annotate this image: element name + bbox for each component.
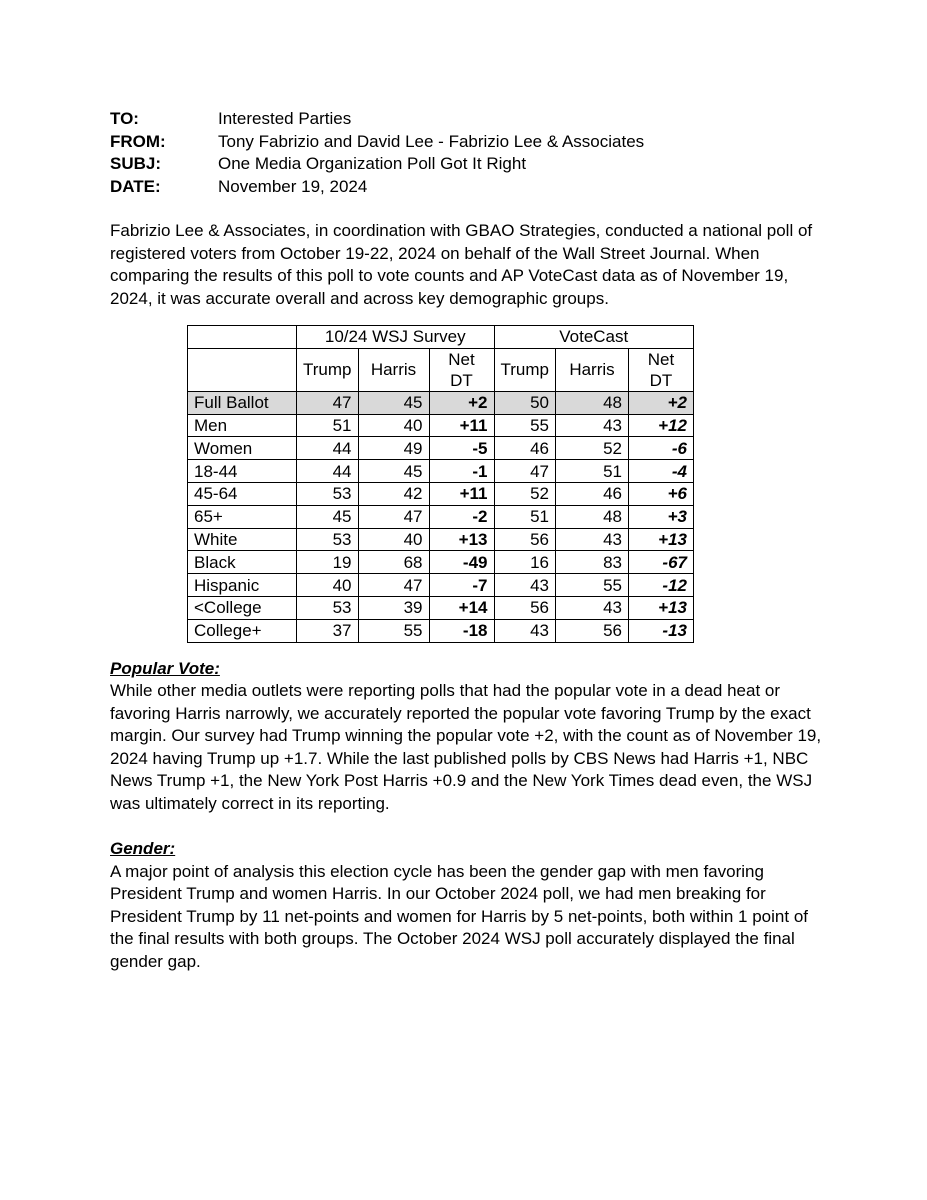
table-row xyxy=(188,482,694,505)
poll-comparison-table xyxy=(187,325,694,643)
row-label: 65+ xyxy=(188,505,297,528)
row-label: Men xyxy=(188,414,297,437)
votecast-net-dt-cell: -6 xyxy=(629,437,694,460)
votecast-net-dt-cell: +6 xyxy=(629,482,694,505)
subj-value: One Media Organization Poll Got It Right xyxy=(218,154,527,173)
votecast-net-dt-cell: -12 xyxy=(629,574,694,597)
col-header-net-dt: Net DT xyxy=(629,348,694,391)
votecast-trump-cell: 16 xyxy=(494,551,556,574)
group-header-wsj: 10/24 WSJ Survey xyxy=(297,326,495,349)
table-row xyxy=(188,528,694,551)
votecast-net-dt-cell: +3 xyxy=(629,505,694,528)
wsj-net-dt-cell: +2 xyxy=(429,391,494,414)
wsj-trump-cell: 44 xyxy=(297,460,359,483)
wsj-net-dt-cell: +14 xyxy=(429,596,494,619)
votecast-harris-cell: 43 xyxy=(556,528,629,551)
wsj-harris-cell: 47 xyxy=(358,574,429,597)
votecast-trump-cell: 50 xyxy=(494,391,556,414)
wsj-harris-cell: 42 xyxy=(358,482,429,505)
wsj-trump-cell: 53 xyxy=(297,596,359,619)
votecast-net-dt-cell: +13 xyxy=(629,596,694,619)
votecast-harris-cell: 51 xyxy=(556,460,629,483)
votecast-net-dt-cell: +2 xyxy=(629,391,694,414)
row-label: Women xyxy=(188,437,297,460)
wsj-trump-cell: 19 xyxy=(297,551,359,574)
votecast-harris-cell: 48 xyxy=(556,391,629,414)
row-label: White xyxy=(188,528,297,551)
wsj-net-dt-cell: +13 xyxy=(429,528,494,551)
table-row xyxy=(188,505,694,528)
col-header-harris: Harris xyxy=(358,348,429,391)
row-label: Full Ballot xyxy=(188,391,297,414)
to-value: Interested Parties xyxy=(218,109,352,128)
table-corner-cell xyxy=(188,326,297,349)
wsj-trump-cell: 53 xyxy=(297,528,359,551)
votecast-trump-cell: 43 xyxy=(494,574,556,597)
row-label: Hispanic xyxy=(188,574,297,597)
wsj-harris-cell: 45 xyxy=(358,460,429,483)
from-label: FROM: xyxy=(110,131,166,151)
row-label: 18-44 xyxy=(188,460,297,483)
wsj-net-dt-cell: -7 xyxy=(429,574,494,597)
wsj-net-dt-cell: -18 xyxy=(429,619,494,642)
gender-paragraph: A major point of analysis this election cycle has been the gender gap with men favoring President Trump and women Harris. In our October 2024 poll, we had men breaking for President Trump by 11 net-points and women for Harris by 5 net-points, both within 1 point of the final results with both groups. The October 2024 WSJ poll accurately displayed the final gender gap. xyxy=(110,861,808,971)
wsj-harris-cell: 55 xyxy=(358,619,429,642)
votecast-trump-cell: 55 xyxy=(494,414,556,437)
wsj-harris-cell: 47 xyxy=(358,505,429,528)
wsj-net-dt-cell: -2 xyxy=(429,505,494,528)
table-row xyxy=(188,460,694,483)
memo-header xyxy=(110,108,830,198)
col-header-net-dt: Net DT xyxy=(429,348,494,391)
wsj-trump-cell: 53 xyxy=(297,482,359,505)
wsj-harris-cell: 49 xyxy=(358,437,429,460)
wsj-harris-cell: 45 xyxy=(358,391,429,414)
gender-heading: Gender: xyxy=(110,839,176,859)
wsj-harris-cell: 68 xyxy=(358,551,429,574)
from-value: Tony Fabrizio and David Lee - Fabrizio Lee & Associates xyxy=(218,131,645,151)
votecast-net-dt-cell: -4 xyxy=(629,460,694,483)
subj-label: SUBJ: xyxy=(110,154,162,173)
wsj-net-dt-cell: -49 xyxy=(429,551,494,574)
wsj-net-dt-cell: -1 xyxy=(429,460,494,483)
wsj-trump-cell: 51 xyxy=(297,414,359,437)
votecast-trump-cell: 46 xyxy=(494,437,556,460)
table-row xyxy=(188,437,694,460)
col-header-harris: Harris xyxy=(556,348,629,391)
date-value: November 19, 2024 xyxy=(218,176,368,196)
wsj-harris-cell: 40 xyxy=(358,528,429,551)
wsj-trump-cell: 40 xyxy=(297,574,359,597)
row-label: Black xyxy=(188,551,297,574)
votecast-harris-cell: 83 xyxy=(556,551,629,574)
wsj-net-dt-cell: -5 xyxy=(429,437,494,460)
row-label: <College xyxy=(188,596,297,619)
table-column-header-row xyxy=(188,348,694,391)
table-row xyxy=(188,619,694,642)
votecast-harris-cell: 56 xyxy=(556,619,629,642)
votecast-harris-cell: 48 xyxy=(556,505,629,528)
votecast-trump-cell: 47 xyxy=(494,460,556,483)
wsj-net-dt-cell: +11 xyxy=(429,482,494,505)
votecast-net-dt-cell: +12 xyxy=(629,414,694,437)
table-group-header-row xyxy=(188,326,694,349)
col-header-trump: Trump xyxy=(297,348,359,391)
wsj-trump-cell: 44 xyxy=(297,437,359,460)
wsj-harris-cell: 39 xyxy=(358,596,429,619)
popular-vote-heading: Popular Vote: xyxy=(110,658,220,678)
row-label: 45-64 xyxy=(188,482,297,505)
table-row xyxy=(188,596,694,619)
wsj-harris-cell: 40 xyxy=(358,414,429,437)
date-label: DATE: xyxy=(110,176,161,196)
votecast-trump-cell: 51 xyxy=(494,505,556,528)
wsj-trump-cell: 37 xyxy=(297,619,359,642)
wsj-net-dt-cell: +11 xyxy=(429,414,494,437)
wsj-trump-cell: 45 xyxy=(297,505,359,528)
to-label: TO: xyxy=(110,109,139,128)
votecast-harris-cell: 46 xyxy=(556,482,629,505)
wsj-trump-cell: 47 xyxy=(297,391,359,414)
votecast-net-dt-cell: -67 xyxy=(629,551,694,574)
intro-paragraph: Fabrizio Lee & Associates, in coordination with GBAO Strategies, conducted a national poll of registered voters from October 19-22, 2024 on behalf of the Wall Street Journal. When comparing the results of this poll to vote counts and AP VoteCast data as of November 19, 2024, it was accurate overall and across key demographic groups. xyxy=(110,221,813,308)
votecast-net-dt-cell: +13 xyxy=(629,528,694,551)
table-row xyxy=(188,414,694,437)
votecast-trump-cell: 43 xyxy=(494,619,556,642)
votecast-net-dt-cell: -13 xyxy=(629,619,694,642)
table-row xyxy=(188,551,694,574)
votecast-trump-cell: 56 xyxy=(494,596,556,619)
group-header-votecast: VoteCast xyxy=(494,326,694,349)
popular-vote-paragraph: While other media outlets were reporting polls that had the popular vote in a dead heat or favoring Harris narrowly, we accurately reported the popular vote favoring Trump by the exact margin. Our survey had Trump winning the popular vote +2, with the count as of November 19, 2024 having Trump up +1.7. While the last published polls by CBS News had Harris +1, NBC News Trump +1, the New York Post Harris +0.9 and the New York Times dead even, the WSJ was ultimately correct in its reporting. xyxy=(110,681,822,813)
votecast-harris-cell: 52 xyxy=(556,437,629,460)
col-header-trump: Trump xyxy=(494,348,556,391)
table-row xyxy=(188,391,694,414)
votecast-trump-cell: 56 xyxy=(494,528,556,551)
table-corner-cell xyxy=(188,348,297,391)
table-row xyxy=(188,574,694,597)
votecast-harris-cell: 55 xyxy=(556,574,629,597)
row-label: College+ xyxy=(188,619,297,642)
votecast-harris-cell: 43 xyxy=(556,414,629,437)
memo-page xyxy=(110,108,830,973)
votecast-trump-cell: 52 xyxy=(494,482,556,505)
votecast-harris-cell: 43 xyxy=(556,596,629,619)
